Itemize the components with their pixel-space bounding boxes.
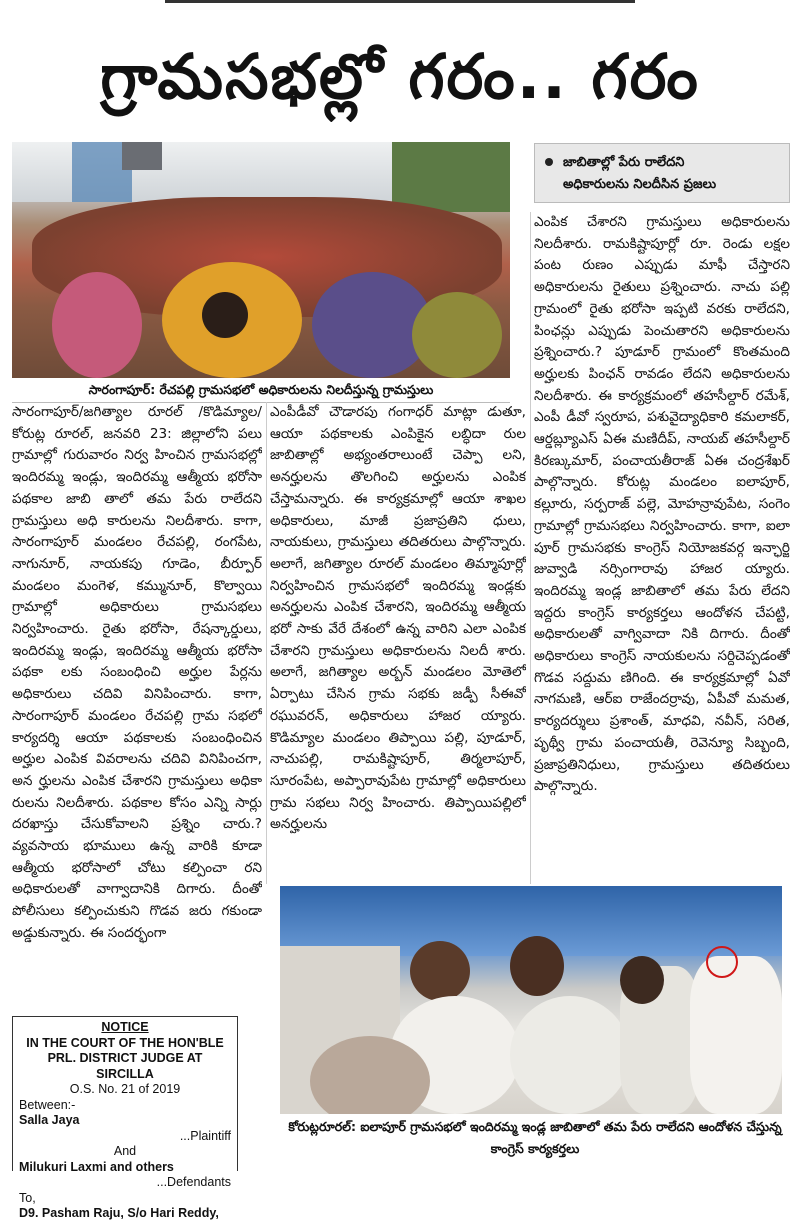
notice-defendant-name: Milukuri Laxmi and others	[19, 1159, 174, 1174]
notice-defendant-role: ...Defendants	[156, 1175, 231, 1189]
article-text: ఎంపిక చేశారని గ్రామస్తులు అధికారులను నిలదీశారు. రామకిష్టాపూర్లో రూ. రెండు లక్షల పంట రుణం ఎప్పుడు మాఫీ చేస్తారని అధికారులను రైతులు ప్రశ్నించారు. నాచు పల్లి గ్రామంలో రైతు భరోసా ఇప్పటి వరకు రాలేదని, పింఛన్లు ఎప్పుడు పెంచుతారని అధికారులను ప్రశ్నించారు.? పూడూర్ గ్రామంలో కొంతమంది అర్హులకు పింఛన్ రావడం లేదని అధికారులను నిలదీశారు. ఈ కార్యక్రమంలో తహసీల్దార్ రమేశ్, ఎంపీ డీవో స్వరూప, పశువైద్యాధికారి కమలాకర్, ఆర్డబ్ల్యూఎస్ ఏఈ మణిదీప్, నాయబ్ తహసీల్దార్ కిరణ్కుమార్, పంచాయతీరాజ్ ఏఈ చంద్రశేఖర్ పాల్గొన్నారు. కోరుట్ల మండలం ఐలాపూర్, కల్లూరు, సర్పరాజ్ పల్లె, మోహన్రావుపేట, సంగెం గ్రామాల్లో గ్రామసభలు నిర్వహించారు. కాగా, ఐలా పూర్ గ్రామసభకు కాంగ్రెస్ నియోజకవర్గ ఇన్ఛార్జి జువ్వాడి నర్సింగారావు హాజర య్యారు. ఇందిరమ్మ ఇండ్ల జాబితాలో తమ పేరు లేదని ఇద్దరు కాంగ్రెస్ కార్యకర్తలు ఆందోళన చేపట్టి, అధికారులతో వాగ్వివాదా నికి దిగారు. దీంతో అధికారులు కాంగ్రెస్ నాయకులను సర్దిచెప్పడంతో గొడవ సద్దుమ ణిగింది. ఈ కార్యక్రమాల్లో ఏవో నాగమణి, ఆర్ఐ రాజేందర్రావు, ఏపీవో మమత, కార్యదర్శులు ప్రశాంత్, మాధవి, నవీన్, సరిత, పృథ్వీ గ్రామ పంచాయతీ, రెవెన్యూ సిబ్బంది, ప్రజాప్రతినిధులు, గ్రామస్తులు తదితరులు పాల్గొన్నారు.	[534, 214, 790, 795]
article-column-3	[534, 212, 790, 884]
bullet-icon	[545, 158, 553, 166]
legal-notice	[12, 1016, 238, 1220]
article-text: ఎంపీడీవో చౌడారపు గంగాధర్ మాట్లా డుతూ, ఆయా పథకాలకు ఎంపికైన లబ్ధిదా రుల జాబితాల్లో అభ్యంతరాలుంటే చెప్పా లని, అనర్హులను తొలగించి అర్హులను ఎంపిక చేస్తామన్నారు. ఈ కార్యక్రమాల్లో ఆయా శాఖల అధికారులు, మాజీ ప్రజాప్రతిని ధులు, నాయకులు, గ్రామస్తులు తదితరులు పాల్గొన్నారు. అలాగే, జగిత్యాల రూరల్ మండలం తిమ్మాపూర్లో నిర్వహించిన గ్రామసభలో ఇందిరమ్మ ఇండ్లకు అనర్హులను ఎంపిక చేశారని, ఇందిరమ్మ ఆత్మీయ భరో సాకు వేరే దేశంలో ఉన్న వారిని ఎలా ఎంపిక చేశారని గ్రామస్తులు అధికారులను నిలదీ శారు. అలాగే, జగిత్యాల అర్బన్ మండలం మోతెలో ఏర్పాటు చేసిన గ్రామ సభకు జడ్పీ సీఈవో రఘువరన్, అధికారులు హాజర య్యారు. కొడిమ్యాల మండలం తిప్పాయి పల్లి, పూడూర్, నాచుపల్లి, రామకిష్టాపూర్, తిర్మలాపూర్, సూరంపేట, అప్పారావుపేట గ్రామాల్లో అధికారులు గ్రామ సభలు నిర్వ హించారు. తిప్పాయిపల్లిలో అనర్హులను	[270, 404, 526, 833]
article-column-2	[270, 402, 526, 884]
notice-plaintiff-name: Salla Jaya	[19, 1113, 80, 1127]
highlight-box	[534, 143, 790, 203]
column-divider	[530, 212, 531, 884]
top-rule	[165, 0, 635, 3]
notice-court-line-2: PRL. DISTRICT JUDGE AT SIRCILLA	[47, 1051, 203, 1081]
notice-to: To,	[19, 1190, 36, 1205]
notice-case-number: O.S. No. 21 of 2019	[69, 1082, 181, 1096]
headline: గ్రామసభల్లో గరం.. గరం	[100, 40, 700, 113]
notice-addressee: D9. Pasham Raju, S/o Hari Reddy,	[19, 1206, 219, 1220]
highlight-line-1: జాబితాల్లో పేరు రాలేదని	[563, 155, 685, 170]
article-column-1	[12, 402, 262, 1002]
notice-plaintiff-role: ...Plaintiff	[179, 1128, 231, 1143]
notice-court-line-1: IN THE COURT OF THE HON'BLE	[26, 1035, 224, 1050]
notice-title: NOTICE	[101, 1020, 149, 1034]
notice-between: Between:-	[19, 1097, 76, 1112]
gram-sabha-crowd-photo	[12, 142, 510, 378]
article-text: సారంగాపూర్/జగిత్యాల రూరల్ /కొడిమ్యాల/ కోరుట్ల రూరల్, జనవరి 23: జిల్లాలోని పలు గ్రామాల్లో గురువారం నిర్వ హించిన గ్రామసభల్లో ఇందిరమ్మ ఇండ్లు, ఇందిరమ్మ ఆత్మీయ భరోసా పథకాల జాబి తాలో తమ పేరు రాలేదని గ్రామస్తులు అధి కారులను నిలదీశారు. కాగా, సారంగాపూర్ మండలం రేచపల్లి, రంగపేట, నాగునూర్, నాయకపు గూడెం, బీర్పూర్ మండలం మంగెళ, కమ్మునూర్, కొల్వాయి గ్రామాల్లో అధికారులు గ్రామసభలు నిర్వహించారు. రైతు భరోసా, రేషన్కార్డులు, ఇందిరమ్మ ఇండ్లు, ఇందిరమ్మ ఆత్మీయ భరోసా పథకా లకు సంబంధించి అర్హుల పేర్లను అధికారులు చదివి వినిపించారు. కాగా, సారంగాపూర్ మండలం రేచపల్లి గ్రామ సభలో కార్యదర్శి ఆయా పథకాలకు సంబంధించిన అర్హుల ఎంపిక వివరాలను చదివి వినిపించగా, అన ర్హులను ఎంపిక చేశారని గ్రామస్తులు అధికా రులను నిలదీశారు. పథకాల కోసం ఎన్ని సార్లు దరఖాస్తు చేసుకోవాలని ప్రశ్నిం చారు.? వ్యవసాయ భూములు ఉన్న వారికి కూడా ఆత్మీయ భరోసాలో చోటు కల్పించా రని అధికారులతో వాగ్వాదానికి దిగారు. దీంతో పోలీసులు కల్పించుకుని గొడవ జరు గకుండా అడ్డుకున్నారు. ఈ సందర్భంగా	[12, 404, 262, 941]
notice-and: And	[113, 1144, 137, 1158]
column-divider	[266, 402, 267, 884]
congress-protest-photo	[280, 886, 782, 1114]
photo2-caption: కోరుట్లరూరల్: ఐలాపూర్ గ్రామసభలో ఇందిరమ్మ ఇండ్ల జాబితాలో తమ పేరు రాలేదని ఆందోళన చేస్తున్న కాంగ్రెస్ కార్యకర్తలు	[288, 1119, 782, 1156]
photo1-caption: సారంగాపూర్: రేచపల్లి గ్రామసభలో అధికారులను నిలదీస్తున్న గ్రామస్తులు	[12, 378, 510, 403]
highlight-line-2: అధికారులను నిలదీసిన ప్రజలు	[563, 177, 717, 192]
